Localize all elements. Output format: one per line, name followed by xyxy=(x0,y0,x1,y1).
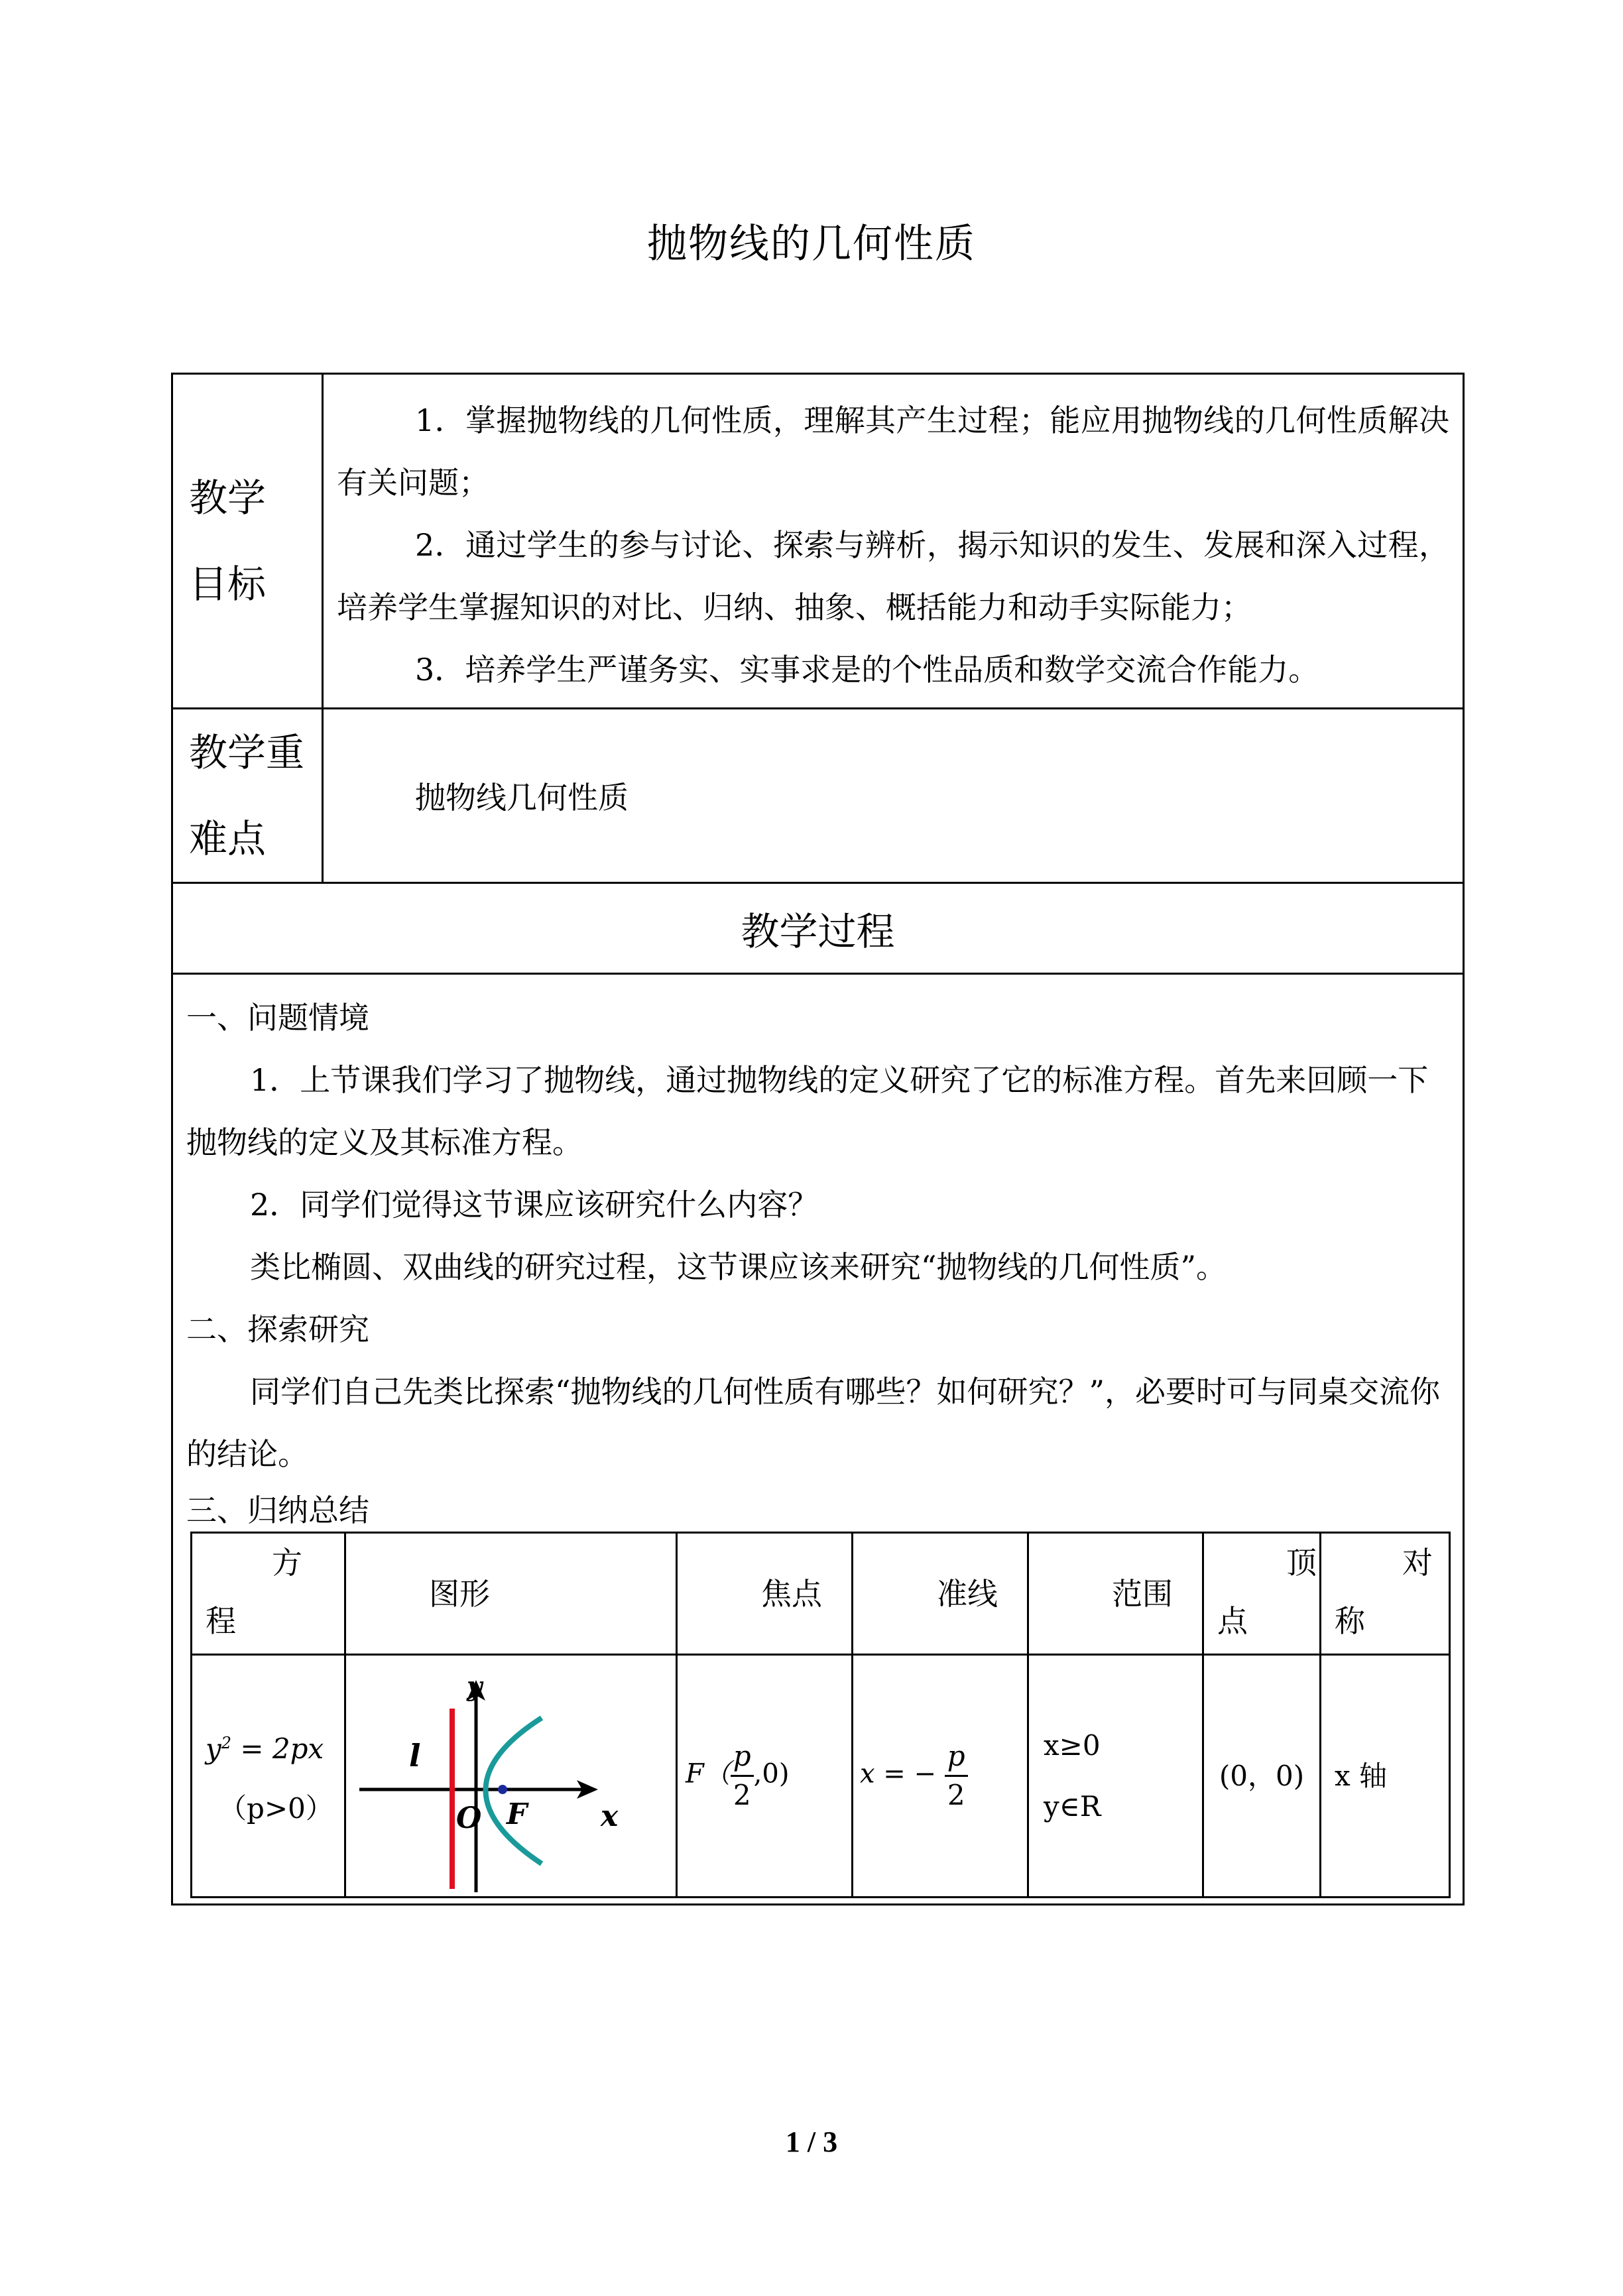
cell-symmetry: x 轴 xyxy=(1321,1655,1450,1898)
key-points-content: 抛物线几何性质 xyxy=(323,709,1464,883)
key-points-row xyxy=(172,709,1464,883)
section-1-paragraph-2: 2．同学们觉得这节课应该研究什么内容？ xyxy=(250,1187,819,1223)
equation-rest: = 2px xyxy=(231,1732,324,1765)
focus-prefix: F（ xyxy=(686,1758,731,1789)
equation-condition: （p>0） xyxy=(219,1792,333,1825)
header-symmetry-b: 称 xyxy=(1335,1603,1365,1639)
label-o: O xyxy=(456,1801,482,1835)
cell-range xyxy=(1028,1655,1203,1898)
label-x: x xyxy=(601,1799,619,1833)
focus-numerator: p xyxy=(731,1738,754,1777)
key-points-label-line1: 教学重 xyxy=(189,730,305,775)
lesson-table xyxy=(171,373,1465,1905)
header-vertex-a: 顶 xyxy=(1286,1545,1317,1581)
directrix-prefix: x = − xyxy=(860,1758,937,1789)
objective-item-3: 3．培养学生严谨务实、实事求是的个性品质和数学交流合作能力。 xyxy=(415,652,1319,688)
focus-suffix: ,0) xyxy=(753,1758,790,1789)
section-1-paragraph-1: 1．上节课我们学习了抛物线，通过抛物线的定义研究了它的标准方程。首先来回顾一下抛物线的定义及其标准方程。 xyxy=(186,1062,1429,1160)
equation-y: y xyxy=(206,1732,221,1765)
header-range: 范围 xyxy=(1028,1533,1203,1655)
process-heading-row xyxy=(172,883,1464,974)
section-2-title: 二、探索研究 xyxy=(186,1311,369,1347)
cell-figure xyxy=(345,1655,677,1898)
process-body xyxy=(172,974,1464,1905)
header-equation-b: 程 xyxy=(206,1603,236,1639)
objectives-label-line1: 教学 xyxy=(189,475,267,520)
summary-header-row xyxy=(192,1533,1450,1655)
section-1-paragraph-3: 类比椭圆、双曲线的研究过程，这节课应该来研究“抛物线的几何性质”。 xyxy=(250,1249,1227,1285)
process-heading: 教学过程 xyxy=(172,883,1464,974)
summary-table xyxy=(190,1532,1451,1898)
objective-item-2: 2．通过学生的参与讨论、探索与辨析，揭示知识的发生、发展和深入过程，培养学生掌握知识的对比、归纳、抽象、概括能力和动手实际能力； xyxy=(337,527,1449,625)
header-directrix: 准线 xyxy=(853,1533,1028,1655)
section-2-paragraph-1: 同学们自己先类比探索“抛物线的几何性质有哪些？如何研究？”，必要时可与同桌交流你的结论。 xyxy=(186,1374,1441,1472)
process-body-row xyxy=(172,974,1464,1905)
directrix-numerator: p xyxy=(945,1738,968,1777)
objectives-content xyxy=(323,374,1464,709)
objective-item-1: 1．掌握抛物线的几何性质，理解其产生过程；能应用抛物线的几何性质解决有关问题； xyxy=(337,402,1449,501)
directrix-fraction xyxy=(945,1738,968,1814)
header-symmetry xyxy=(1321,1533,1450,1655)
focus-fraction xyxy=(731,1738,754,1814)
focus-denominator: 2 xyxy=(733,1779,751,1811)
header-figure: 图形 xyxy=(345,1533,677,1655)
header-focus: 焦点 xyxy=(677,1533,853,1655)
page-title: 抛物线的几何性质 xyxy=(647,221,976,267)
directrix-denominator: 2 xyxy=(947,1779,965,1811)
cell-focus xyxy=(677,1655,853,1898)
header-symmetry-a: 对 xyxy=(1402,1545,1433,1581)
key-points-label-line2: 难点 xyxy=(189,816,267,861)
objectives-label-line2: 目标 xyxy=(189,562,267,607)
range-x: x≥0 xyxy=(1044,1728,1101,1762)
cell-directrix xyxy=(853,1655,1028,1898)
header-equation xyxy=(192,1533,345,1655)
equation-exponent: 2 xyxy=(221,1734,232,1752)
focus-point xyxy=(498,1785,507,1794)
cell-vertex: (0，0) xyxy=(1203,1655,1321,1898)
header-vertex-b: 点 xyxy=(1217,1603,1248,1639)
page-number: 1 / 3 xyxy=(785,2126,838,2158)
label-f: F xyxy=(507,1797,528,1831)
parabola-figure xyxy=(346,1657,674,1896)
label-y: y xyxy=(467,1670,483,1702)
objectives-label xyxy=(172,374,323,709)
range-y: y∈R xyxy=(1044,1789,1101,1823)
section-3-title: 三、归纳总结 xyxy=(186,1492,369,1528)
header-vertex xyxy=(1203,1533,1321,1655)
label-l: l xyxy=(409,1737,421,1774)
equation xyxy=(206,1713,344,1779)
key-points-label xyxy=(172,709,323,883)
summary-data-row xyxy=(192,1655,1450,1898)
objectives-row xyxy=(172,374,1464,709)
cell-equation xyxy=(192,1655,345,1898)
header-equation-a: 方 xyxy=(272,1545,302,1581)
section-1-title: 一、问题情境 xyxy=(186,1000,369,1036)
